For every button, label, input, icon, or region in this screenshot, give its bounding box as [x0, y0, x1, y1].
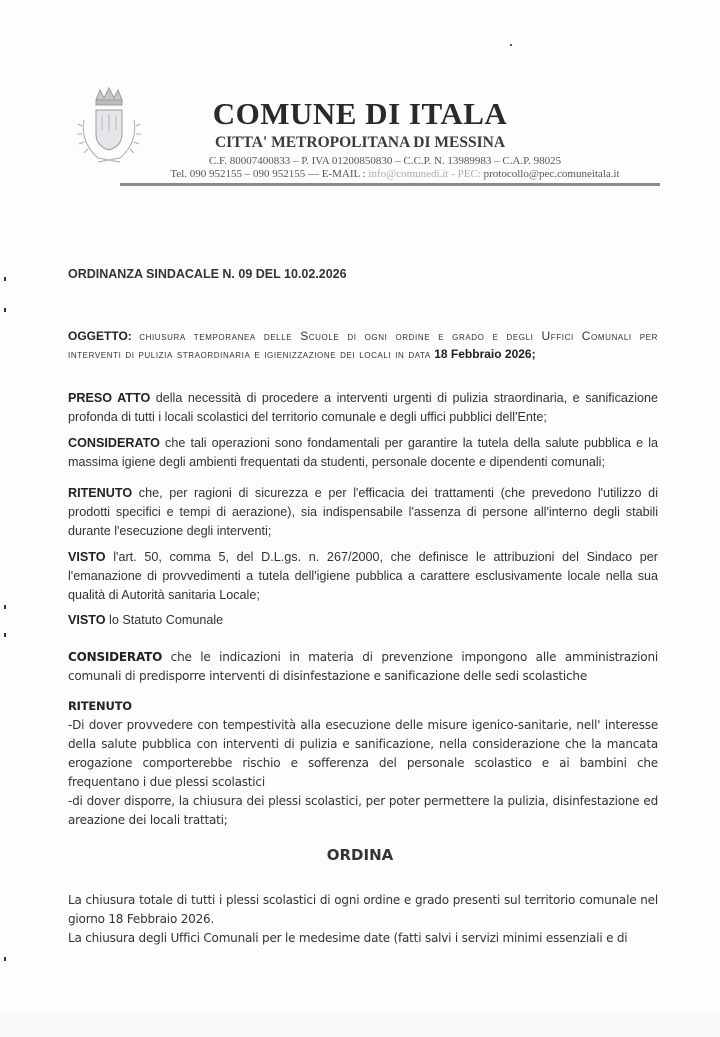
contact-line [130, 168, 660, 180]
paragraph-label: VISTO [68, 550, 106, 564]
oggetto-paragraph [68, 327, 658, 363]
ordina-item: La chiusura totale di tutti i plessi scolastici di ogni ordine e grado presenti sul territorio comunale nel giorno 18 Febbraio 2026. [68, 893, 658, 926]
municipality-subtitle: CITTA' METROPOLITANA DI MESSINA [214, 134, 506, 151]
paragraph-label: CONSIDERATO [68, 650, 163, 664]
paragraph-text: che tali operazioni sono fondamentali per garantire la tutela della salute pubblica e la massima igiene degli ambienti frequentati da studenti, personale docente e dipendenti comunali; [68, 436, 658, 469]
pec-link[interactable]: protocollo@pec.comuneitala.it [483, 168, 620, 180]
ritenuto-paragraph [68, 484, 658, 541]
scan-mark [4, 308, 6, 312]
preso-atto-paragraph [68, 389, 658, 427]
paragraph-label: VISTO [68, 613, 106, 627]
scan-mark [4, 605, 6, 609]
ordina-heading: ORDINA [326, 846, 394, 864]
ritenuto-item: -Di dover provvedere con tempestività alla esecuzione delle misure igenico-sanitarie, nell' interesse della salute pubblica con interventi di pulizia e sanificazione, nella considerazione che la mancata erogazione comporterebbe rischio e sofferenza del personale scolastico e ai bambini che frequentano i due plessi scolastici [68, 718, 658, 789]
visto-statuto-paragraph [68, 611, 658, 630]
phone-email-label: Tel. 090 952155 – 090 952155 — E-MAIL : [170, 168, 369, 180]
paragraph-text: che, per ragioni di sicurezza e per l'efficacia dei trattamenti (che prevedono l'utilizzo di prodotti specifici e tempi di aerazione), sia indispensabile l'assenza di persone all'interno degli stabili durante l'esecuzione degli interventi; [68, 486, 658, 538]
fiscal-codes: C.F. 80007400833 – P. IVA 01200850830 – C.C.P. N. 13989983 – C.A.P. 98025 [208, 155, 562, 167]
paragraph-label: PRESO ATTO [68, 391, 151, 405]
considerato-paragraph [68, 434, 658, 472]
scan-mark [4, 957, 6, 961]
paragraph-text: l'art. 50, comma 5, del D.L.gs. n. 267/2000, che definisce le attribuzioni del Sindaco per l'emanazione di provvedimenti a tutela dell'igiene pubblica a carattere esclusivamente locale nella sua qualità di Autorità sanitaria Locale; [68, 550, 658, 602]
email-link[interactable]: info@comunedi.it [368, 168, 449, 180]
ritenuto-block-label: RITENUTO [68, 699, 132, 713]
oggetto-label: OGGETTO: [68, 329, 132, 343]
visto-tuel-paragraph [68, 548, 658, 605]
ordina-item: La chiusura degli Uffici Comunali per le medesime date (fatti salvi i servizi minimi essenziali e di [68, 931, 628, 945]
coat-of-arms-icon [74, 86, 144, 172]
scan-mark [4, 633, 6, 637]
paragraph-text: che le indicazioni in materia di prevenzione impongono alle amministrazioni comunali di predisporre interventi di disinfestazione e sanificazione delle sedi scolastiche [68, 650, 658, 683]
paragraph-text: lo Statuto Comunale [105, 613, 224, 627]
ordina-body [68, 891, 658, 948]
ritenuto-block [68, 697, 658, 830]
paragraph-label: CONSIDERATO [68, 436, 160, 450]
ordinance-number: ORDINANZA SINDACALE N. 09 DEL 10.02.2026 [68, 267, 347, 281]
scan-mark [4, 277, 6, 281]
oggetto-date: 18 Febbraio 2026; [434, 347, 536, 361]
scan-speck [510, 44, 512, 46]
ritenuto-item: -di dover disporre, la chiusura dei plessi scolastici, per poter permettere la pulizia, disinfestazione ed areazione dei locali trattati; [68, 794, 658, 827]
considerato-prevenzione-paragraph [68, 648, 658, 686]
paragraph-label: RITENUTO [68, 486, 133, 500]
pec-label: - PEC: [448, 168, 484, 180]
paragraph-text: della necessità di procedere a interventi urgenti di pulizia straordinaria, e sanificazione profonda di tutti i locali scolastici del territorio comunale e degli uffici pubblici dell'Ente; [68, 391, 658, 424]
header-divider [120, 183, 660, 186]
municipality-title: COMUNE DI ITALA [212, 96, 508, 131]
oggetto-text: chiusura temporanea delle Scuole di ogni ordine e grado e degli Uffici Comunali per interventi di pulizia straordinaria e igienizzazione dei locali in data [68, 329, 658, 361]
